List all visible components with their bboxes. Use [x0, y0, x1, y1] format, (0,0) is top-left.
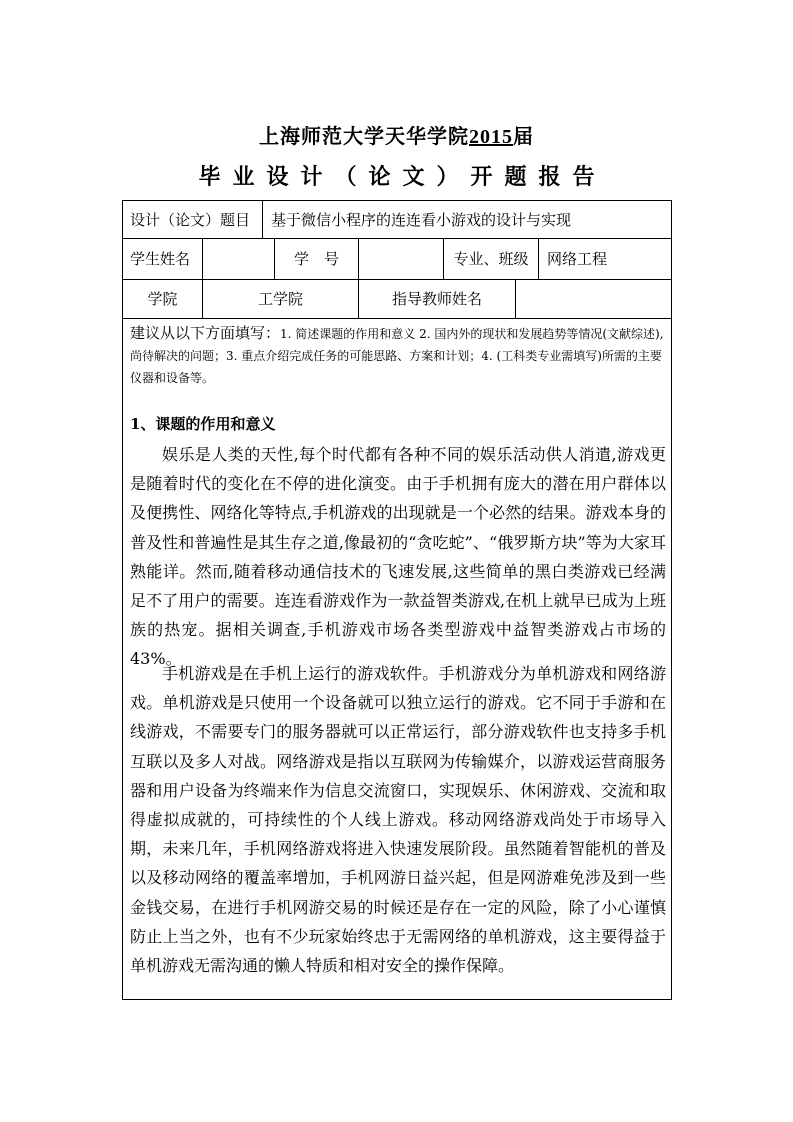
college-value-cell: [202, 279, 359, 319]
student-name-label: 学生姓名: [130, 250, 191, 268]
student-id-value-cell: [358, 238, 444, 280]
college-label-cell: [122, 279, 203, 319]
paragraph-1: 娱乐是人类的天性,每个时代都有各种不同的娱乐活动供人消遣,游戏更是随着时代的变化在不停的进化演变。由于手机拥有庞大的潜在用户群体以及便携性、网络化等特点,手机游戏的出现就是一个必然的结果。游戏本身的普及性和普遍性是其生存之道,像最初的“贪吃蛇”、“俄罗斯方块”等为大家耳熟能详。然而,随着移动通信技术的飞速发展,这些简单的黑白类游戏已经满足不了用户的需要。连连看游戏作为一款益智类游戏,在机上就早已成为上班族的热宠。据相关调查,手机游戏市场各类型游戏中益智类游戏占市场的43%。: [130, 445, 666, 669]
college-value: 工学院: [257, 290, 303, 308]
title-year: 2015: [469, 126, 513, 148]
section-heading: 1、课题的作用和意义: [130, 415, 276, 433]
document-subtitle: 毕业设计（论文）开题报告: [198, 164, 607, 190]
college-label: 学院: [147, 290, 178, 308]
paragraph-2: 手机游戏是在手机上运行的游戏软件。手机游戏分为单机游戏和网络游戏。单机游戏是只使用一个设备就可以独立运行的游戏。它不同于手游和在线游戏，不需要专门的服务器就可以正常运行，部分游戏软件也支持多手机互联以及多人对战。网络游戏是指以互联网为传输媒介，以游戏运营商服务器和用户设备为终端来作为信息交流窗口，实现娱乐、休闲游戏、交流和取得虚拟成就的，可持续性的个人线上游戏。移动网络游戏尚处于市场导入期，未来几年，手机网络游戏将进入快速发展阶段。虽然随着智能机的普及以及移动网络的覆盖率增加，手机网游日益兴起，但是网游难免涉及到一些金钱交易，在进行手机网游交易的时候还是存在一定的风险，除了小心谨慎防止上当之外，也有不少玩家始终忠于无需网络的单机游戏，这主要得益于单机游戏无需沟通的懒人特质和相对安全的操作保障。: [130, 664, 666, 976]
student-id-label: 学 号: [293, 250, 339, 268]
document-title: [0, 120, 793, 149]
major-class-label: 专业、班级: [453, 250, 529, 268]
student-name-label-cell: [122, 238, 203, 280]
advisor-value-cell: [515, 279, 672, 319]
thesis-title-value: 基于微信小程序的连连看小游戏的设计与实现: [271, 210, 572, 229]
thesis-title-label-cell: [122, 200, 263, 239]
suggestion-text: 1. 简述课题的作用和意义 2. 国内外的现状和发展趋势等情况(文献综述), 尚待解决的问题；3. 重点介绍完成任务的可能思路、方案和计划；4. (工科类专业需填写)所需的主要仪器和设备等。: [130, 327, 664, 385]
title-school: 上海师范大学天华学院: [259, 124, 469, 148]
suggestion-lead: 建议从以下方面填写：: [130, 324, 281, 342]
major-class-label-cell: [443, 238, 539, 280]
major-class-value-cell: [538, 238, 672, 280]
student-name-value-cell: [202, 238, 275, 280]
title-suffix: 届: [513, 124, 534, 148]
major-class-value: 网络工程: [547, 250, 608, 268]
thesis-title-value-cell: [262, 200, 672, 239]
suggestion-note: [130, 322, 666, 389]
advisor-label: 指导教师姓名: [391, 290, 482, 308]
student-id-label-cell: [274, 238, 359, 280]
thesis-title-label: 设计（论文）题目: [130, 210, 251, 229]
advisor-label-cell: [358, 279, 516, 319]
